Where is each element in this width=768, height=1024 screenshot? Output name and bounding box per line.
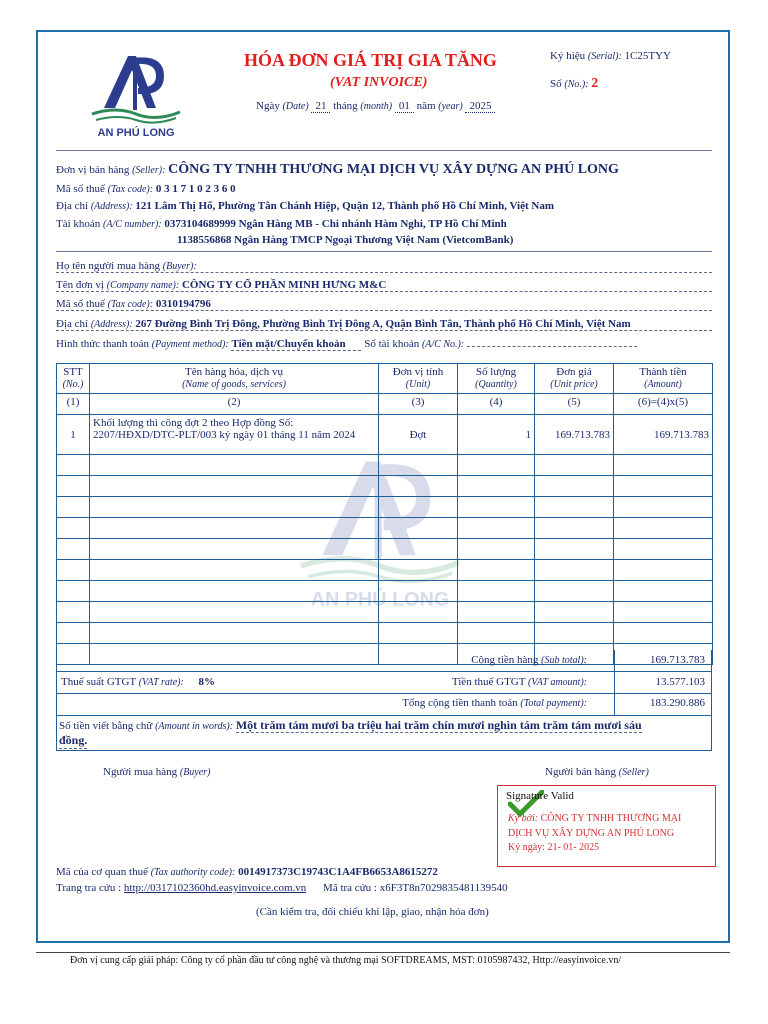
table-row-empty — [57, 518, 713, 539]
totals-box — [56, 650, 712, 716]
amount-words-line2: đồng. — [59, 733, 88, 747]
buyer-payment-row: Hình thức thanh toán (Payment method): Tiền mặt/Chuyển khoản Số tài khoản (A/C No.): — [56, 338, 712, 351]
vat-rate-value: 8% — [198, 676, 216, 688]
table-header-row — [57, 364, 713, 394]
signed-by-1: Ký bởi: CÔNG TY TNHH THƯƠNG MẠI — [508, 813, 682, 824]
tax-authority-code-row: Mã của cơ quan thuế (Tax authority code): 0014917373C19743C1A4FB6653A8615272 — [56, 866, 438, 878]
invoice-date: Ngày (Date) 21 tháng (month) 01 năm (year) 2025 — [256, 100, 495, 112]
table-row-empty — [57, 560, 713, 581]
invoice-title: HÓA ĐƠN GIÁ TRỊ GIA TĂNG — [244, 50, 497, 70]
invoice-number: Số (No.): 2 — [550, 76, 599, 91]
total-value: 183.290.886 — [650, 697, 705, 709]
svg-text:AN PHÚ LONG: AN PHÚ LONG — [310, 588, 450, 611]
table-row — [57, 415, 713, 455]
buyer-payment: Tiền mặt/Chuyển khoản — [231, 338, 361, 351]
col-header-unit: Đơn vị tính (Unit) — [379, 364, 458, 394]
tax-authority-code: 0014917373C19743C1A4FB6653A8615272 — [238, 866, 438, 878]
table-row-empty — [57, 455, 713, 476]
row-price: 169.713.783 — [535, 415, 614, 455]
table-row-empty — [57, 497, 713, 518]
vat-amount-value: 13.577.103 — [655, 676, 705, 688]
col-header-qty: Số lượng (Quantity) — [458, 364, 535, 394]
vat-amount-label: Tiền thuế GTGT (VAT amount): — [451, 676, 587, 688]
divider — [56, 150, 712, 151]
seller-tax-code: 0 3 1 7 1 0 2 3 6 0 — [155, 183, 236, 195]
row-stt: 1 — [57, 415, 90, 455]
invoice-title-en: (VAT INVOICE) — [330, 75, 428, 90]
buyer-company: CÔNG TY CỔ PHẦN MINH HƯNG M&C — [181, 279, 387, 291]
buyer-person-row: Họ tên người mua hàng (Buyer): — [56, 260, 712, 273]
buyer-tax-code: 0310194796 — [155, 298, 211, 310]
row-qty: 1 — [458, 415, 535, 455]
table-index-row: (1) (2) (3) (4) (5) (6)=(4)x(5) — [57, 394, 713, 415]
row-amount: 169.713.783 — [614, 415, 713, 455]
row-unit: Đợt — [379, 415, 458, 455]
signed-date: Ký ngày: 21- 01- 2025 — [508, 842, 600, 853]
seller-tax-row: Mã số thuế (Tax code): 0 3 1 7 1 0 2 3 6 0 — [56, 183, 236, 195]
row-name: Khối lượng thi công đợt 2 theo Hợp đồng Số: 2207/HĐXD/DTC-PLT/003 ký ngày 01 tháng 11 năm 2024 — [90, 415, 379, 455]
lookup-code: x6F3T8n7029835481139540 — [379, 882, 508, 894]
seller-account-2: 1138556868 Ngân Hàng TMCP Ngoại Thương Việt Nam (VietcomBank) — [177, 234, 514, 246]
col-header-price: Đơn giá (Unit price) — [535, 364, 614, 394]
buyer-company-row: Tên đơn vị (Company name): CÔNG TY CỔ PHẦN MINH HƯNG M&C — [56, 279, 712, 292]
buyer-signature-label: Người mua hàng (Buyer) — [103, 766, 211, 778]
digital-signature-box[interactable] — [497, 785, 716, 867]
provider-footer: Đơn vị cung cấp giải pháp: Công ty cổ phần đầu tư công nghệ và thương mại SOFTDREAMS, MST: 0105987432, Http://easyinvoice.vn/ — [70, 955, 622, 966]
footer-divider — [36, 952, 730, 953]
seller-address: 121 Lâm Thị Hố, Phường Tân Chánh Hiệp, Quận 12, Thành phố Hồ Chí Minh, Việt Nam — [135, 200, 555, 212]
buyer-acno — [467, 346, 637, 347]
lookup-row: Trang tra cứu : http://0317102360hd.easyinvoice.com.vn Mã tra cứu : x6F3T8n7029835481139540 — [56, 882, 508, 894]
subtotal-label: Cộng tiền hàng (Sub total): — [471, 654, 587, 666]
date-day: 21 — [311, 100, 330, 113]
seller-signature-label: Người bán hàng (Seller) — [545, 766, 649, 778]
buyer-address-row: Địa chỉ (Address): 267 Đường Bình Trị Đông, Phường Bình Trị Đông A, Quận Bình Tân, Thành phố Hồ Chí Minh, Việt Nam — [56, 318, 712, 331]
date-year: 2025 — [465, 100, 495, 113]
amount-words-line1: Một trăm tám mươi ba triệu hai trăm chín mươi nghìn tám trăm tám mươi sáu — [235, 718, 642, 732]
table-row-empty — [57, 602, 713, 623]
table-row-empty — [57, 581, 713, 602]
subtotal-value: 169.713.783 — [650, 654, 705, 666]
seller-account-row: Tài khoản (A/C number): 0373104689999 Ngân Hàng MB - Chi nhánh Hàm Nghi, TP Hồ Chí Minh — [56, 218, 507, 230]
total-label: Tổng cộng tiền thanh toán (Total payment): — [402, 697, 587, 709]
col-header-name: Tên hàng hóa, dịch vụ (Name of goods, services) — [90, 364, 379, 394]
seller-address-row: Địa chỉ (Address): 121 Lâm Thị Hố, Phường Tân Chánh Hiệp, Quận 12, Thành phố Hồ Chí Minh, Việt Nam — [56, 200, 555, 212]
buyer-tax-row: Mã số thuế (Tax code): 0310194796 — [56, 298, 712, 311]
table-row-empty — [57, 476, 713, 497]
date-month: 01 — [395, 100, 414, 113]
logo-mark-icon — [86, 48, 186, 140]
col-header-amount: Thành tiền (Amount) — [614, 364, 713, 394]
divider — [56, 251, 712, 252]
col-header-stt: STT (No.) — [57, 364, 90, 394]
buyer-address: 267 Đường Bình Trị Đông, Phường Bình Trị Đông A, Quận Bình Tân, Thành phố Hồ Chí Minh, Việt Nam — [135, 318, 631, 330]
signature-valid-text: Signature Valid — [506, 790, 574, 802]
invoice-serial: Ký hiệu (Serial): 1C25TYY — [550, 50, 671, 62]
logo-text: AN PHÚ LONG — [97, 127, 175, 139]
table-row-empty — [57, 623, 713, 644]
seller-name: CÔNG TY TNHH THƯƠNG MẠI DỊCH VỤ XÂY DỰNG AN PHÚ LONG — [168, 162, 619, 177]
lookup-link[interactable]: http://0317102360hd.easyinvoice.com.vn — [123, 882, 307, 894]
seller-name-row: Đơn vị bán hàng (Seller): CÔNG TY TNHH THƯƠNG MẠI DỊCH VỤ XÂY DỰNG AN PHÚ LONG — [56, 162, 619, 177]
seller-account-1: 0373104689999 Ngân Hàng MB - Chi nhánh Hàm Nghi, TP Hồ Chí Minh — [164, 218, 507, 230]
amount-words-box — [56, 715, 712, 751]
goods-table — [56, 363, 713, 665]
amount-words-row: Số tiền viết bằng chữ (Amount in words): Một trăm tám mươi ba triệu hai trăm chín mươi nghìn tám trăm tám mươi sáu — [59, 718, 642, 732]
company-logo — [86, 48, 186, 140]
signed-by-2: DỊCH VỤ XÂY DỰNG AN PHÚ LONG — [508, 828, 675, 839]
check-note: (Cần kiểm tra, đối chiếu khi lập, giao, nhận hóa đơn) — [256, 906, 489, 918]
table-row-empty — [57, 539, 713, 560]
vat-rate-label: Thuế suất GTGT (VAT rate): 8% — [61, 676, 216, 688]
